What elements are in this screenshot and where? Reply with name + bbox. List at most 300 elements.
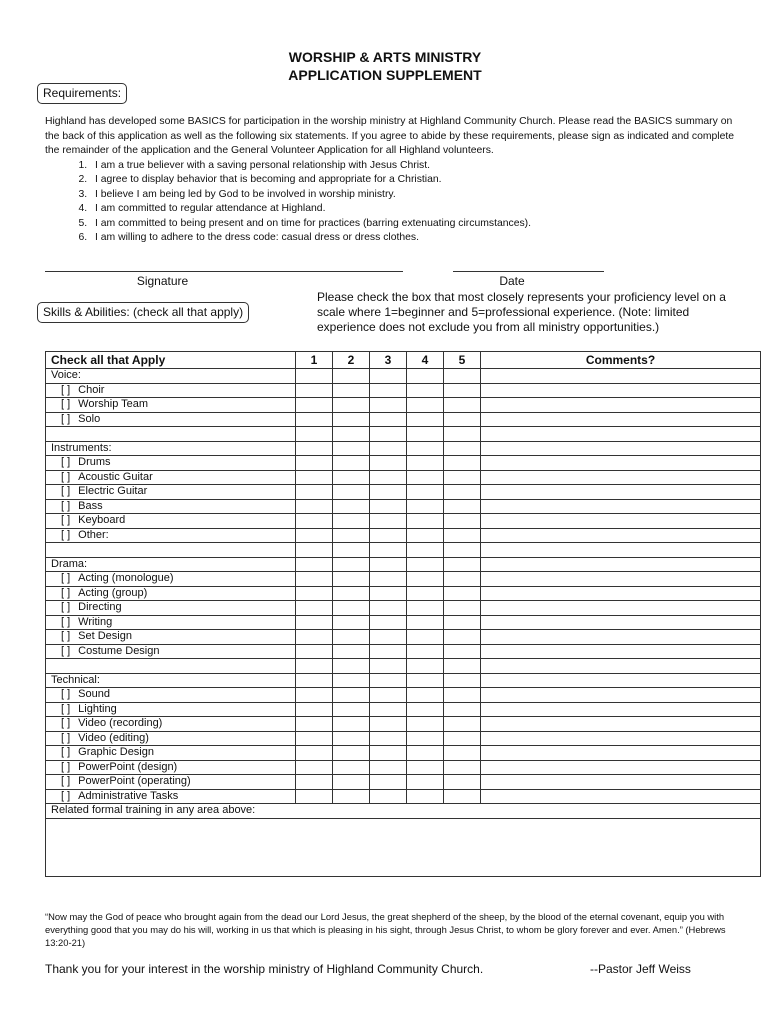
checkbox[interactable]: [ ] bbox=[61, 717, 71, 730]
rating-1-cell[interactable] bbox=[296, 760, 333, 775]
skill-cell[interactable] bbox=[46, 775, 296, 790]
rating-1-cell[interactable] bbox=[296, 615, 333, 630]
rating-1-cell bbox=[296, 659, 333, 674]
rating-2-cell[interactable] bbox=[333, 528, 370, 543]
requirement-item: 2. I agree to display behavior that is becoming and appropriate for a Christian. bbox=[90, 173, 735, 188]
table-row bbox=[46, 499, 761, 514]
rating-2-cell[interactable] bbox=[333, 688, 370, 703]
rating-2-cell[interactable] bbox=[333, 775, 370, 790]
skill-cell[interactable] bbox=[46, 412, 296, 427]
rating-1-cell[interactable] bbox=[296, 789, 333, 804]
comments-cell bbox=[481, 369, 761, 384]
rating-4-cell bbox=[407, 543, 444, 558]
skill-cell[interactable] bbox=[46, 702, 296, 717]
table-row bbox=[46, 789, 761, 804]
rating-2-cell[interactable] bbox=[333, 644, 370, 659]
rating-4-cell[interactable] bbox=[407, 717, 444, 732]
requirement-item: 4. I am committed to regular attendance at Highland. bbox=[90, 202, 735, 217]
comments-cell bbox=[481, 427, 761, 442]
skill-label: Choir bbox=[78, 383, 105, 396]
skill-label: Costume Design bbox=[78, 644, 160, 657]
rating-4-cell[interactable] bbox=[407, 456, 444, 471]
rating-5-cell bbox=[444, 673, 481, 688]
rating-5-cell[interactable] bbox=[444, 775, 481, 790]
rating-1-cell[interactable] bbox=[296, 702, 333, 717]
table-row bbox=[46, 601, 761, 616]
skill-label: Writing bbox=[78, 615, 113, 628]
skill-label: Graphic Design bbox=[78, 746, 154, 759]
table-row bbox=[46, 398, 761, 413]
table-row bbox=[46, 470, 761, 485]
checkbox[interactable]: [ ] bbox=[61, 644, 71, 657]
comments-cell[interactable] bbox=[481, 514, 761, 529]
skill-cell[interactable] bbox=[46, 456, 296, 471]
table-row bbox=[46, 572, 761, 587]
skill-label: Keyboard bbox=[78, 514, 126, 527]
skill-cell[interactable] bbox=[46, 572, 296, 587]
bible-verse: “Now may the God of peace who brought again from the dead our Lord Jesus, the great shepherd of the sheep, by the blood of the eternal covenant, equip you with everything good that you may do his will, working in us that which is pleasing in his sight, through Jesus Christ, to whom be glory forever and ever. Amen.” (Hebrews 13:20-21) bbox=[45, 911, 726, 948]
requirement-item: 6. I am willing to adhere to the dress code: casual dress or dress clothes. bbox=[90, 231, 735, 246]
skill-cell bbox=[46, 543, 296, 558]
comments-cell[interactable] bbox=[481, 702, 761, 717]
category-row bbox=[46, 673, 761, 688]
rating-2-cell[interactable] bbox=[333, 630, 370, 645]
skill-cell[interactable] bbox=[46, 789, 296, 804]
skill-label: Sound bbox=[78, 688, 110, 701]
checkbox[interactable]: [ ] bbox=[61, 601, 71, 614]
skill-label: Worship Team bbox=[78, 398, 149, 411]
rating-4-cell[interactable] bbox=[407, 702, 444, 717]
rating-5-cell[interactable] bbox=[444, 528, 481, 543]
skill-cell[interactable] bbox=[46, 615, 296, 630]
skill-label: PowerPoint (operating) bbox=[78, 775, 191, 788]
rating-1-cell[interactable] bbox=[296, 630, 333, 645]
comments-cell[interactable] bbox=[481, 586, 761, 601]
comments-cell bbox=[481, 543, 761, 558]
requirement-item: 3. I believe I am being led by God to be involved in worship ministry. bbox=[90, 188, 735, 203]
rating-2-cell[interactable] bbox=[333, 398, 370, 413]
rating-2-cell bbox=[333, 441, 370, 456]
rating-3-cell[interactable] bbox=[370, 485, 407, 500]
rating-2-cell bbox=[333, 557, 370, 572]
rating-3-cell[interactable] bbox=[370, 528, 407, 543]
spacer-row bbox=[46, 543, 761, 558]
rating-5-cell[interactable] bbox=[444, 398, 481, 413]
rating-4-cell bbox=[407, 557, 444, 572]
rating-5-cell[interactable] bbox=[444, 499, 481, 514]
rating-4-cell[interactable] bbox=[407, 470, 444, 485]
table-row bbox=[46, 456, 761, 471]
checkbox[interactable]: [ ] bbox=[61, 485, 71, 498]
table-row bbox=[46, 731, 761, 746]
rating-4-cell[interactable] bbox=[407, 789, 444, 804]
rating-4-cell[interactable] bbox=[407, 630, 444, 645]
table-row bbox=[46, 760, 761, 775]
table-header-row bbox=[46, 352, 761, 369]
rating-4-cell[interactable] bbox=[407, 760, 444, 775]
skill-label: Video (editing) bbox=[78, 731, 149, 744]
rating-2-cell[interactable] bbox=[333, 412, 370, 427]
skill-cell[interactable] bbox=[46, 731, 296, 746]
rating-4-cell[interactable] bbox=[407, 383, 444, 398]
table-row bbox=[46, 688, 761, 703]
skill-cell[interactable] bbox=[46, 528, 296, 543]
rating-2-cell bbox=[333, 543, 370, 558]
rating-5-cell[interactable] bbox=[444, 615, 481, 630]
rating-5-cell[interactable] bbox=[444, 383, 481, 398]
rating-5-cell bbox=[444, 441, 481, 456]
category-heading: Voice: bbox=[46, 369, 296, 384]
requirements-text bbox=[45, 115, 735, 246]
rating-4-cell[interactable] bbox=[407, 412, 444, 427]
skill-label: Set Design bbox=[78, 630, 132, 643]
rating-5-cell[interactable] bbox=[444, 630, 481, 645]
category-heading: Drama: bbox=[46, 557, 296, 572]
rating-5-cell[interactable] bbox=[444, 572, 481, 587]
spacer-row bbox=[46, 659, 761, 674]
rating-1-cell[interactable] bbox=[296, 470, 333, 485]
table-row bbox=[46, 775, 761, 790]
header-1: 1 bbox=[296, 352, 333, 369]
date-line[interactable] bbox=[453, 271, 604, 272]
category-row bbox=[46, 557, 761, 572]
checkbox[interactable]: [ ] bbox=[61, 789, 71, 802]
comments-cell[interactable] bbox=[481, 383, 761, 398]
requirements-intro: Highland has developed some BASICS for participation in the worship ministry at Highland Community Church. Please read the BASICS summary on the back of this application as well as the following six statements. If you agree to abide by these requirements, please sign as indicated and complete the remainder of the application and the General Volunteer Application for all Highland volunteers. bbox=[45, 116, 735, 156]
rating-2-cell[interactable] bbox=[333, 702, 370, 717]
rating-3-cell[interactable] bbox=[370, 412, 407, 427]
checkbox[interactable]: [ ] bbox=[61, 775, 71, 788]
rating-5-cell[interactable] bbox=[444, 586, 481, 601]
rating-5-cell[interactable] bbox=[444, 644, 481, 659]
skill-cell[interactable] bbox=[46, 485, 296, 500]
comments-cell[interactable] bbox=[481, 601, 761, 616]
rating-1-cell[interactable] bbox=[296, 383, 333, 398]
requirement-item: 1. I am a true believer with a saving personal relationship with Jesus Christ. bbox=[90, 159, 735, 174]
checkbox[interactable]: [ ] bbox=[61, 702, 71, 715]
table-row bbox=[46, 644, 761, 659]
rating-2-cell[interactable] bbox=[333, 456, 370, 471]
table-body bbox=[46, 369, 761, 804]
comments-cell[interactable] bbox=[481, 572, 761, 587]
comments-cell[interactable] bbox=[481, 789, 761, 804]
comments-cell[interactable] bbox=[481, 470, 761, 485]
skill-label: Acting (monologue) bbox=[78, 572, 174, 585]
rating-4-cell[interactable] bbox=[407, 514, 444, 529]
date-label: Date bbox=[499, 274, 525, 288]
rating-5-cell[interactable] bbox=[444, 601, 481, 616]
skill-label: Solo bbox=[78, 412, 101, 425]
header-comments: Comments? bbox=[481, 352, 761, 369]
comments-cell[interactable] bbox=[481, 499, 761, 514]
rating-3-cell[interactable] bbox=[370, 383, 407, 398]
comments-cell bbox=[481, 441, 761, 456]
rating-1-cell[interactable] bbox=[296, 688, 333, 703]
rating-2-cell[interactable] bbox=[333, 470, 370, 485]
checkbox[interactable]: [ ] bbox=[61, 412, 71, 425]
rating-1-cell[interactable] bbox=[296, 398, 333, 413]
page-title bbox=[0, 48, 770, 84]
rating-3-cell[interactable] bbox=[370, 456, 407, 471]
rating-1-cell bbox=[296, 543, 333, 558]
rating-1-cell bbox=[296, 557, 333, 572]
rating-1-cell[interactable] bbox=[296, 746, 333, 761]
title-line-2: APPLICATION SUPPLEMENT bbox=[288, 67, 482, 83]
thank-you-text: Thank you for your interest in the worship ministry of Highland Community Church. bbox=[45, 962, 484, 976]
rating-3-cell[interactable] bbox=[370, 746, 407, 761]
rating-3-cell[interactable] bbox=[370, 514, 407, 529]
header-2: 2 bbox=[333, 352, 370, 369]
rating-3-cell[interactable] bbox=[370, 615, 407, 630]
rating-4-cell[interactable] bbox=[407, 775, 444, 790]
skill-cell[interactable] bbox=[46, 630, 296, 645]
rating-2-cell[interactable] bbox=[333, 572, 370, 587]
checkbox[interactable]: [ ] bbox=[61, 760, 71, 773]
rating-1-cell[interactable] bbox=[296, 717, 333, 732]
signature-line[interactable] bbox=[45, 271, 403, 272]
category-heading: Technical: bbox=[46, 673, 296, 688]
rating-2-cell[interactable] bbox=[333, 717, 370, 732]
rating-5-cell[interactable] bbox=[444, 514, 481, 529]
comments-cell[interactable] bbox=[481, 615, 761, 630]
rating-4-cell[interactable] bbox=[407, 615, 444, 630]
header-4: 4 bbox=[407, 352, 444, 369]
rating-1-cell[interactable] bbox=[296, 644, 333, 659]
rating-3-cell[interactable] bbox=[370, 499, 407, 514]
skill-label: Other: bbox=[78, 528, 109, 541]
rating-3-cell bbox=[370, 659, 407, 674]
rating-3-cell[interactable] bbox=[370, 688, 407, 703]
comments-cell[interactable] bbox=[481, 760, 761, 775]
skill-label: Electric Guitar bbox=[78, 485, 148, 498]
checkbox[interactable]: [ ] bbox=[61, 731, 71, 744]
skill-label: Acting (group) bbox=[78, 586, 148, 599]
rating-5-cell[interactable] bbox=[444, 760, 481, 775]
checkbox[interactable]: [ ] bbox=[61, 746, 71, 759]
comments-cell[interactable] bbox=[481, 412, 761, 427]
category-row bbox=[46, 441, 761, 456]
table-row bbox=[46, 485, 761, 500]
checkbox[interactable]: [ ] bbox=[61, 514, 71, 527]
rating-2-cell bbox=[333, 659, 370, 674]
rating-1-cell[interactable] bbox=[296, 412, 333, 427]
comments-cell bbox=[481, 673, 761, 688]
rating-1-cell[interactable] bbox=[296, 586, 333, 601]
skill-cell[interactable] bbox=[46, 601, 296, 616]
rating-3-cell[interactable] bbox=[370, 644, 407, 659]
skill-cell[interactable] bbox=[46, 688, 296, 703]
training-field-row bbox=[46, 818, 761, 876]
rating-2-cell bbox=[333, 369, 370, 384]
rating-5-cell[interactable] bbox=[444, 470, 481, 485]
rating-1-cell[interactable] bbox=[296, 514, 333, 529]
rating-2-cell[interactable] bbox=[333, 615, 370, 630]
rating-2-cell[interactable] bbox=[333, 760, 370, 775]
rating-5-cell bbox=[444, 369, 481, 384]
checkbox[interactable]: [ ] bbox=[61, 528, 71, 541]
skill-cell[interactable] bbox=[46, 398, 296, 413]
rating-1-cell[interactable] bbox=[296, 485, 333, 500]
rating-2-cell[interactable] bbox=[333, 383, 370, 398]
comments-cell[interactable] bbox=[481, 775, 761, 790]
pastor-signoff: --Pastor Jeff Weiss bbox=[590, 962, 691, 976]
title-line-1: WORSHIP & ARTS MINISTRY bbox=[288, 49, 482, 65]
rating-3-cell[interactable] bbox=[370, 601, 407, 616]
comments-cell[interactable] bbox=[481, 717, 761, 732]
rating-4-cell[interactable] bbox=[407, 485, 444, 500]
requirement-item: 5. I am committed to being present and on time for practices (barring extenuating circumstances). bbox=[90, 217, 735, 232]
requirements-label: Requirements: bbox=[37, 83, 127, 104]
checkbox[interactable]: [ ] bbox=[61, 470, 71, 483]
rating-2-cell[interactable] bbox=[333, 485, 370, 500]
rating-3-cell[interactable] bbox=[370, 731, 407, 746]
rating-1-cell bbox=[296, 427, 333, 442]
rating-4-cell[interactable] bbox=[407, 398, 444, 413]
skill-label: PowerPoint (design) bbox=[78, 760, 178, 773]
rating-4-cell[interactable] bbox=[407, 746, 444, 761]
rating-1-cell[interactable] bbox=[296, 775, 333, 790]
skill-cell[interactable] bbox=[46, 760, 296, 775]
rating-3-cell[interactable] bbox=[370, 470, 407, 485]
table-row bbox=[46, 615, 761, 630]
rating-2-cell[interactable] bbox=[333, 789, 370, 804]
table-row bbox=[46, 514, 761, 529]
rating-3-cell[interactable] bbox=[370, 586, 407, 601]
rating-2-cell[interactable] bbox=[333, 499, 370, 514]
skill-cell[interactable] bbox=[46, 746, 296, 761]
skill-cell[interactable] bbox=[46, 499, 296, 514]
comments-cell[interactable] bbox=[481, 456, 761, 471]
rating-3-cell[interactable] bbox=[370, 775, 407, 790]
rating-3-cell[interactable] bbox=[370, 630, 407, 645]
rating-5-cell[interactable] bbox=[444, 731, 481, 746]
skill-label: Drums bbox=[78, 456, 111, 469]
checkbox[interactable]: [ ] bbox=[61, 688, 71, 701]
skill-cell[interactable] bbox=[46, 383, 296, 398]
rating-5-cell[interactable] bbox=[444, 702, 481, 717]
table-row bbox=[46, 586, 761, 601]
rating-1-cell[interactable] bbox=[296, 572, 333, 587]
rating-3-cell[interactable] bbox=[370, 760, 407, 775]
rating-2-cell[interactable] bbox=[333, 586, 370, 601]
rating-4-cell[interactable] bbox=[407, 528, 444, 543]
rating-3-cell[interactable] bbox=[370, 717, 407, 732]
skill-cell[interactable] bbox=[46, 514, 296, 529]
comments-cell[interactable] bbox=[481, 630, 761, 645]
table-row bbox=[46, 528, 761, 543]
rating-2-cell[interactable] bbox=[333, 514, 370, 529]
comments-cell[interactable] bbox=[481, 398, 761, 413]
rating-5-cell[interactable] bbox=[444, 789, 481, 804]
rating-1-cell bbox=[296, 441, 333, 456]
skill-label: Lighting bbox=[78, 702, 117, 715]
rating-1-cell[interactable] bbox=[296, 731, 333, 746]
skill-cell[interactable] bbox=[46, 644, 296, 659]
skill-label: Directing bbox=[78, 601, 122, 614]
rating-4-cell[interactable] bbox=[407, 572, 444, 587]
training-field[interactable] bbox=[46, 818, 761, 876]
checkbox[interactable]: [ ] bbox=[61, 615, 71, 628]
rating-4-cell[interactable] bbox=[407, 731, 444, 746]
rating-5-cell[interactable] bbox=[444, 746, 481, 761]
rating-2-cell[interactable] bbox=[333, 746, 370, 761]
rating-3-cell[interactable] bbox=[370, 572, 407, 587]
skills-label: Skills & Abilities: (check all that apply) bbox=[37, 302, 249, 323]
checkbox[interactable]: [ ] bbox=[61, 456, 71, 469]
rating-1-cell[interactable] bbox=[296, 499, 333, 514]
table-row bbox=[46, 746, 761, 761]
rating-5-cell[interactable] bbox=[444, 717, 481, 732]
comments-cell[interactable] bbox=[481, 731, 761, 746]
rating-5-cell[interactable] bbox=[444, 412, 481, 427]
rating-2-cell[interactable] bbox=[333, 731, 370, 746]
rating-1-cell bbox=[296, 369, 333, 384]
comments-cell[interactable] bbox=[481, 644, 761, 659]
comments-cell[interactable] bbox=[481, 485, 761, 500]
rating-2-cell bbox=[333, 673, 370, 688]
checkbox[interactable]: [ ] bbox=[61, 499, 71, 512]
comments-cell bbox=[481, 659, 761, 674]
rating-3-cell[interactable] bbox=[370, 702, 407, 717]
rating-4-cell[interactable] bbox=[407, 586, 444, 601]
rating-4-cell[interactable] bbox=[407, 644, 444, 659]
training-label-row bbox=[46, 804, 761, 819]
rating-4-cell[interactable] bbox=[407, 688, 444, 703]
rating-5-cell bbox=[444, 427, 481, 442]
category-heading: Instruments: bbox=[46, 441, 296, 456]
requirements-list bbox=[45, 159, 735, 246]
rating-4-cell bbox=[407, 427, 444, 442]
rating-4-cell[interactable] bbox=[407, 499, 444, 514]
comments-cell[interactable] bbox=[481, 746, 761, 761]
rating-5-cell bbox=[444, 543, 481, 558]
checkbox[interactable]: [ ] bbox=[61, 572, 71, 585]
comments-cell bbox=[481, 557, 761, 572]
rating-1-cell[interactable] bbox=[296, 528, 333, 543]
checkbox[interactable]: [ ] bbox=[61, 586, 71, 599]
rating-2-cell[interactable] bbox=[333, 601, 370, 616]
rating-5-cell[interactable] bbox=[444, 485, 481, 500]
rating-5-cell bbox=[444, 557, 481, 572]
rating-5-cell[interactable] bbox=[444, 688, 481, 703]
header-check: Check all that Apply bbox=[46, 352, 296, 369]
rating-3-cell bbox=[370, 543, 407, 558]
skill-cell[interactable] bbox=[46, 470, 296, 485]
rating-3-cell bbox=[370, 369, 407, 384]
checkbox[interactable]: [ ] bbox=[61, 398, 71, 411]
rating-1-cell[interactable] bbox=[296, 456, 333, 471]
rating-1-cell[interactable] bbox=[296, 601, 333, 616]
proficiency-note: Please check the box that most closely represents your proficiency level on a scale where 1=beginner and 5=professional experience. (Note: limited experience does not exclude you from all ministry opportunities.) bbox=[317, 290, 726, 334]
skill-cell[interactable] bbox=[46, 717, 296, 732]
comments-cell[interactable] bbox=[481, 688, 761, 703]
table-row bbox=[46, 383, 761, 398]
skill-cell[interactable] bbox=[46, 586, 296, 601]
checkbox[interactable]: [ ] bbox=[61, 630, 71, 643]
skill-label: Video (recording) bbox=[78, 717, 163, 730]
comments-cell[interactable] bbox=[481, 528, 761, 543]
rating-5-cell[interactable] bbox=[444, 456, 481, 471]
rating-3-cell[interactable] bbox=[370, 789, 407, 804]
rating-4-cell bbox=[407, 441, 444, 456]
rating-3-cell[interactable] bbox=[370, 398, 407, 413]
table-row bbox=[46, 717, 761, 732]
rating-4-cell[interactable] bbox=[407, 601, 444, 616]
rating-4-cell bbox=[407, 673, 444, 688]
checkbox[interactable]: [ ] bbox=[61, 383, 71, 396]
rating-5-cell bbox=[444, 659, 481, 674]
skills-table bbox=[45, 351, 761, 877]
